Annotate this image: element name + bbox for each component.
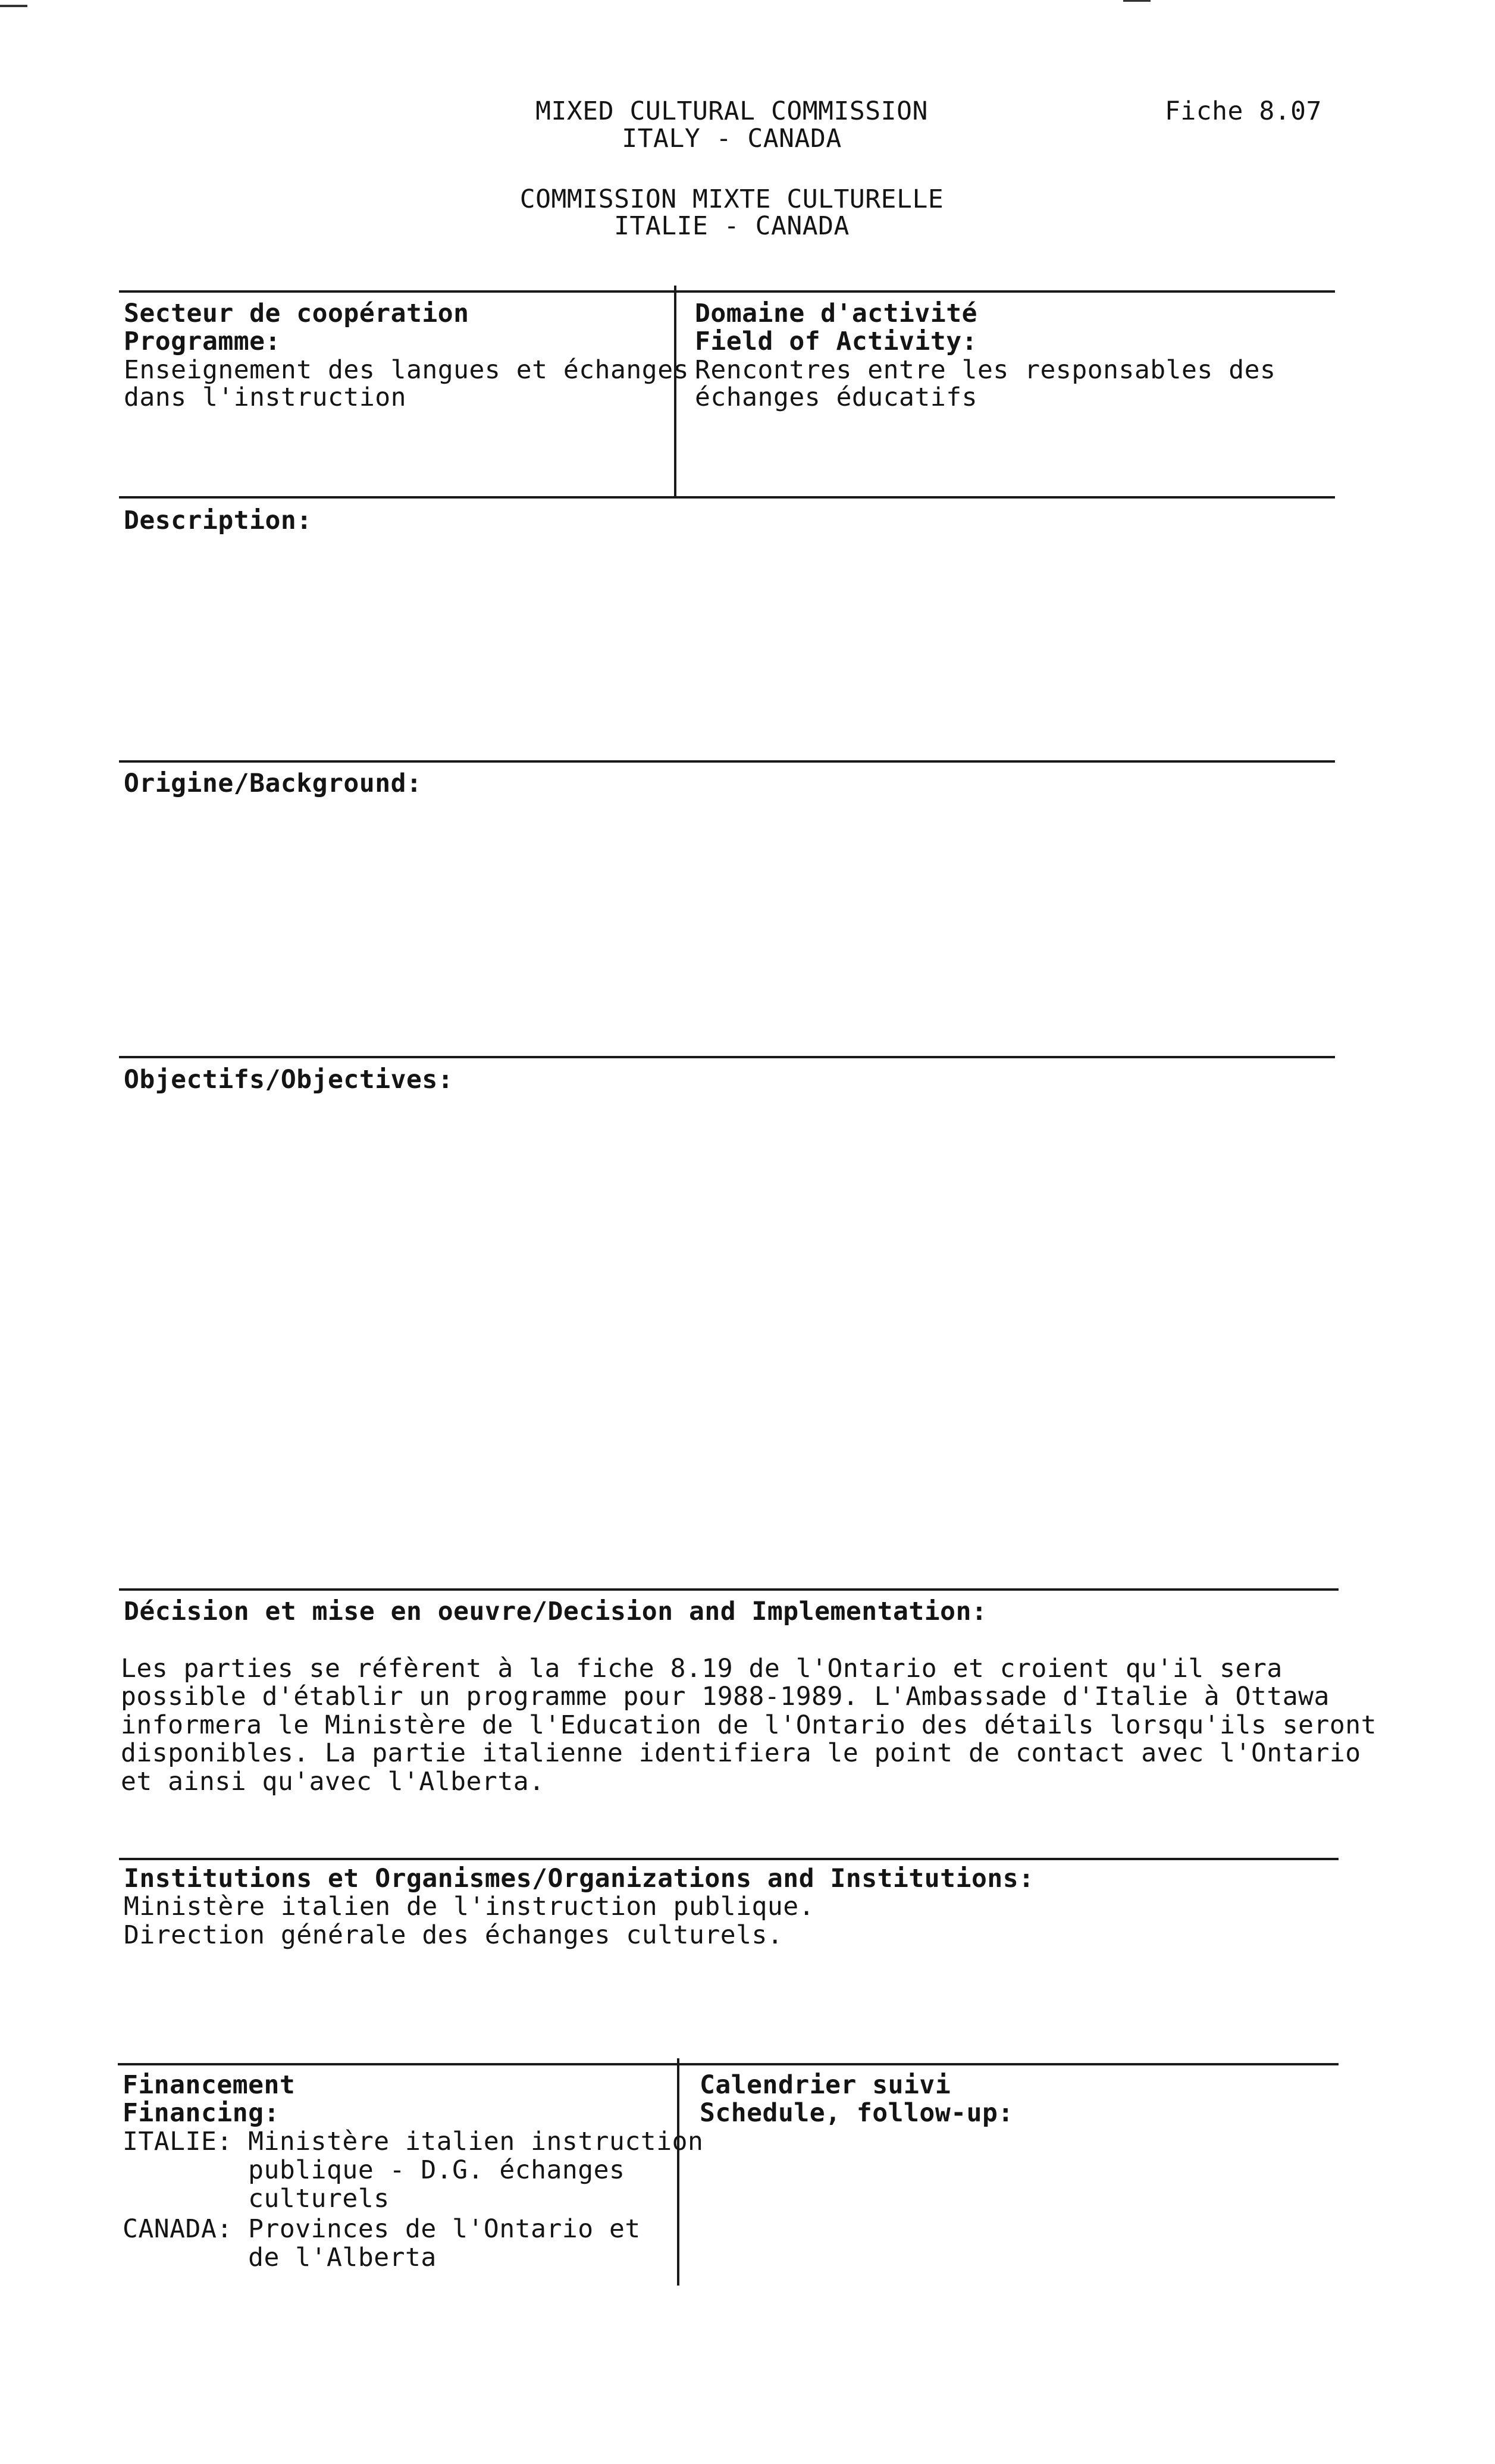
header-line-3: COMMISSION MIXTE CULTURELLE bbox=[519, 184, 944, 214]
institutions-label: Institutions et Organismes/Organizations and Institutions: bbox=[124, 1864, 1035, 1894]
rule-bottom bbox=[118, 2063, 1339, 2065]
description-label: Description: bbox=[124, 506, 312, 535]
decision-line-5: et ainsi qu'avec l'Alberta. bbox=[121, 1767, 545, 1797]
institutions-line-2: Direction générale des échanges culturels. bbox=[124, 1920, 783, 1950]
domaine-text-2: échanges éducatifs bbox=[695, 383, 977, 412]
rule-objectifs bbox=[119, 1056, 1335, 1058]
calendrier-subtitle: Schedule, follow-up: bbox=[700, 2098, 1014, 2128]
secteur-text-2: dans l'instruction bbox=[124, 383, 406, 412]
financement-line-2: publique - D.G. échanges bbox=[123, 2155, 625, 2185]
decision-line-4: disponibles. La partie italienne identifiera le point de contact avec l'Ontario bbox=[121, 1738, 1361, 1768]
secteur-text-1: Enseignement des langues et échanges bbox=[124, 355, 689, 385]
financement-subtitle: Financing: bbox=[123, 2098, 280, 2128]
decision-line-2: possible d'établir un programme pour 1988-1989. L'Ambassade d'Italie à Ottawa bbox=[121, 1682, 1330, 1711]
secteur-title: Secteur de coopération bbox=[124, 299, 469, 328]
calendrier-title: Calendrier suivi bbox=[700, 2070, 951, 2100]
domaine-text-1: Rencontres entre les responsables des bbox=[695, 355, 1276, 385]
decision-line-1: Les parties se réfèrent à la fiche 8.19 de l'Ontario et croient qu'il sera bbox=[121, 1654, 1283, 1684]
decision-line-3: informera le Ministère de l'Education de l'Ontario des détails lorsqu'ils seront bbox=[121, 1710, 1377, 1740]
divider-bottom bbox=[677, 2058, 679, 2286]
divider-top bbox=[674, 286, 676, 499]
rule-top bbox=[119, 290, 1335, 293]
rule-description bbox=[119, 496, 1335, 499]
institutions-line-1: Ministère italien de l'instruction publique. bbox=[124, 1892, 815, 1921]
origine-label: Origine/Background: bbox=[124, 769, 422, 798]
fiche-number: Fiche 8.07 bbox=[1165, 96, 1322, 126]
secteur-subtitle: Programme: bbox=[124, 327, 281, 356]
rule-institutions bbox=[119, 1858, 1339, 1860]
header-line-1: MIXED CULTURAL COMMISSION bbox=[535, 96, 928, 126]
financement-line-1: ITALIE: Ministère italien instruction bbox=[123, 2127, 704, 2156]
financement-line-3: culturels bbox=[123, 2184, 390, 2214]
domaine-title: Domaine d'activité bbox=[695, 299, 977, 328]
objectifs-label: Objectifs/Objectives: bbox=[124, 1065, 454, 1095]
financement-line-4: CANADA: Provinces de l'Ontario et bbox=[123, 2214, 641, 2244]
rule-origine bbox=[119, 760, 1335, 763]
header-line-4: ITALIE - CANADA bbox=[614, 211, 850, 241]
domaine-subtitle: Field of Activity: bbox=[695, 327, 977, 356]
financement-line-5: de l'Alberta bbox=[123, 2243, 437, 2272]
header-line-2: ITALY - CANADA bbox=[622, 124, 842, 153]
rule-decision bbox=[119, 1588, 1339, 1591]
scan-mark bbox=[0, 5, 27, 7]
financement-title: Financement bbox=[123, 2070, 296, 2100]
scan-mark bbox=[1123, 0, 1151, 2]
decision-label: Décision et mise en oeuvre/Decision and Implementation: bbox=[124, 1597, 988, 1626]
